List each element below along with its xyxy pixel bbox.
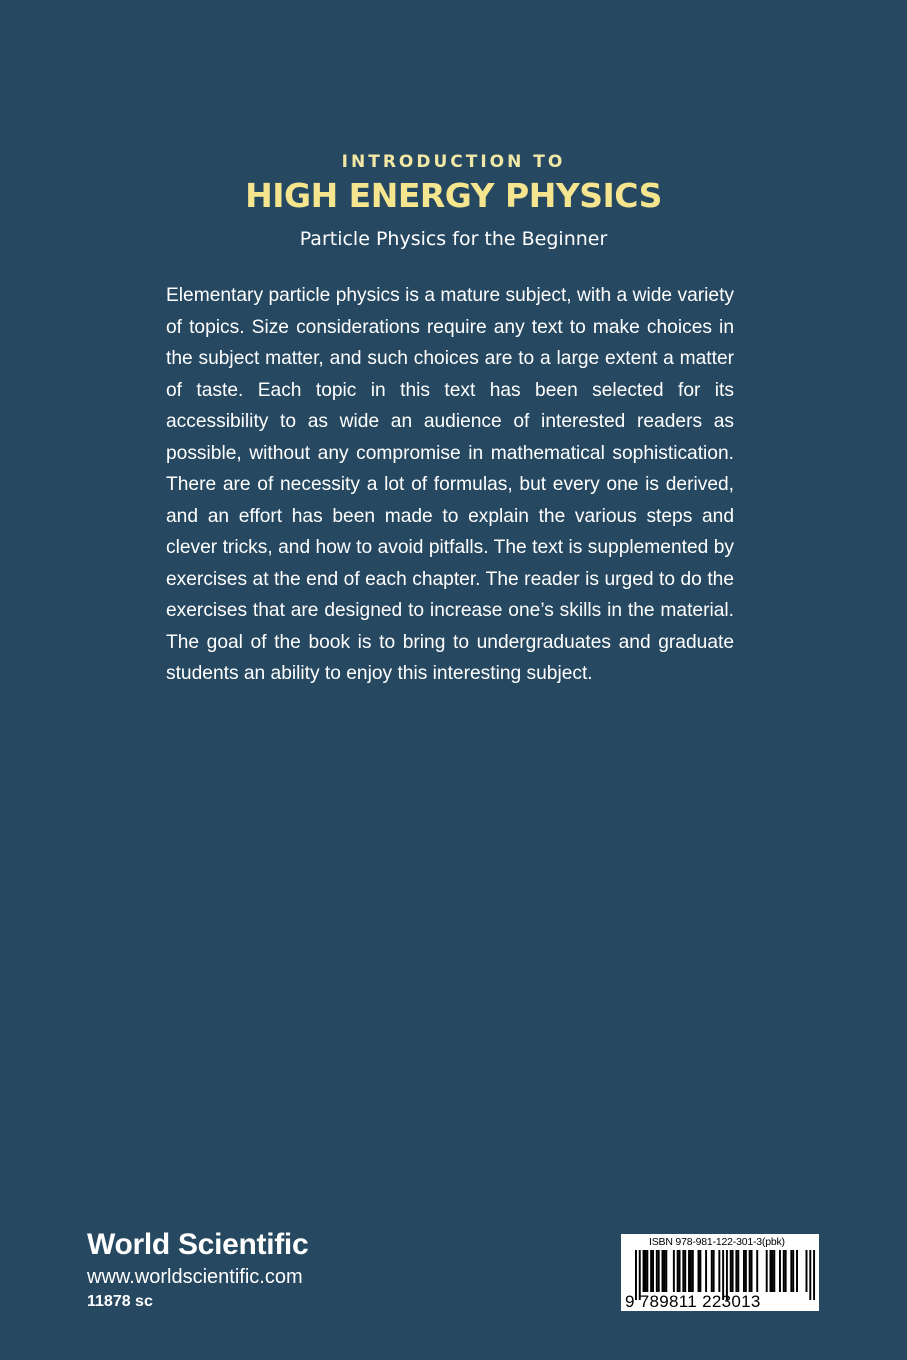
barcode-bar xyxy=(663,1250,665,1292)
barcode-bar xyxy=(705,1250,707,1292)
barcode-bar xyxy=(743,1250,745,1292)
barcode-bar xyxy=(770,1250,772,1292)
publisher-url[interactable]: www.worldscientific.com xyxy=(87,1266,303,1288)
barcode-bar xyxy=(732,1250,734,1292)
barcode-bar xyxy=(684,1250,686,1292)
barcode-bar xyxy=(779,1250,781,1292)
barcode-bar xyxy=(692,1250,694,1292)
publisher-name: World Scientific xyxy=(87,1228,309,1261)
barcode-bar xyxy=(806,1250,808,1292)
barcode-bar xyxy=(790,1250,792,1292)
barcode-bar xyxy=(658,1250,660,1292)
barcode-bar xyxy=(673,1250,675,1292)
barcode-bar xyxy=(737,1250,739,1292)
barcode-bar xyxy=(766,1250,768,1292)
barcode-bar xyxy=(749,1250,751,1292)
barcode-bar xyxy=(773,1250,775,1292)
cover-kicker: INTRODUCTION TO xyxy=(341,152,566,172)
barcode-bar xyxy=(665,1250,667,1292)
barcode-bar xyxy=(796,1250,798,1292)
barcode-bar xyxy=(690,1250,692,1292)
barcode-bar xyxy=(771,1250,773,1292)
isbn-barcode xyxy=(621,1234,819,1311)
barcode-bar xyxy=(682,1250,684,1292)
barcode-bar xyxy=(730,1250,732,1292)
barcode-bar xyxy=(785,1250,787,1292)
barcode-digits: 9 789811 223013 xyxy=(625,1292,761,1311)
catalog-code: 11878 sc xyxy=(87,1293,153,1310)
barcode-bar xyxy=(745,1250,747,1292)
barcode-bar xyxy=(735,1250,737,1292)
barcode-bar xyxy=(713,1250,715,1292)
barcode-bar xyxy=(783,1250,785,1292)
book-description: Elementary particle physics is a mature subject, with a wide variety of topics. Size considerations require any text to make choices in the subject matter, and such choices are to a large extent a matter of taste. Each topic in this text has been selected for its accessibility to as wide an audience of interested readers as possible, without any compromise in mathematical sophistication. There are of necessity a lot of formulas, but every one is derived, and an effort has been made to explain the various steps and clever tricks, and how to avoid pitfalls. The text is supplemented by exercises at the end of each chapter. The reader is urged to do the exercises that are designed to increase one’s skills in the material. The goal of the book is to bring to undergraduates and graduate students an ability to enjoy this interesting subject. xyxy=(166,285,734,684)
barcode-bar xyxy=(711,1250,713,1292)
barcode-bar xyxy=(756,1250,758,1292)
barcode-bar xyxy=(679,1250,681,1292)
barcode-bar xyxy=(650,1250,652,1292)
barcode-bar xyxy=(662,1250,664,1292)
barcode-bar xyxy=(646,1250,648,1292)
barcode-bar xyxy=(644,1250,646,1292)
barcode-bar xyxy=(718,1250,720,1292)
book-title: HIGH ENERGY PHYSICS xyxy=(245,176,662,215)
barcode-bar xyxy=(699,1250,701,1292)
barcode-bar xyxy=(677,1250,679,1292)
barcode-bar xyxy=(656,1250,658,1292)
barcode-bar xyxy=(698,1250,700,1292)
barcode-bar xyxy=(643,1250,645,1292)
barcode-bar xyxy=(652,1250,654,1292)
isbn-label: ISBN 978-981-122-301-3(pbk) xyxy=(649,1236,785,1248)
book-subtitle: Particle Physics for the Beginner xyxy=(299,228,608,250)
barcode-bar xyxy=(792,1250,794,1292)
barcode-bar xyxy=(688,1250,690,1292)
barcode-bar xyxy=(751,1250,753,1292)
